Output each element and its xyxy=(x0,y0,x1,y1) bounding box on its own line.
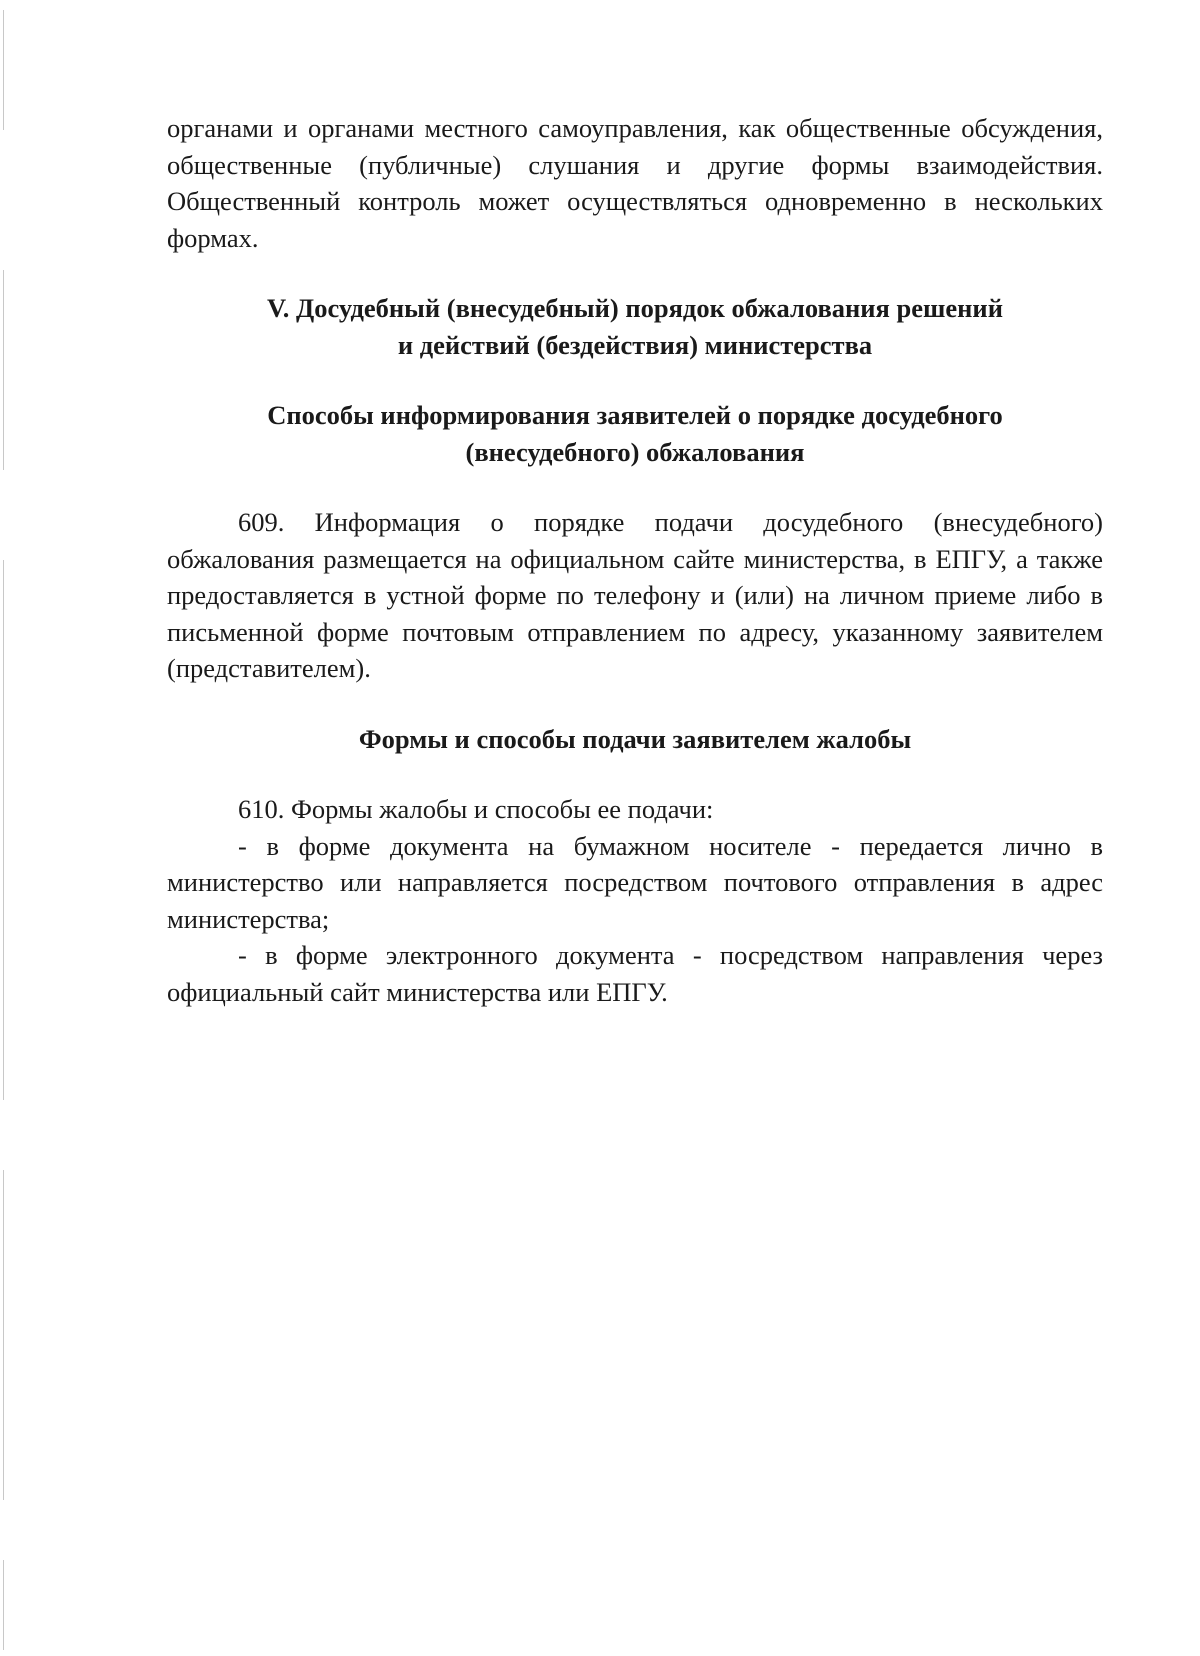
section-heading xyxy=(167,290,1103,363)
scan-edge-mark xyxy=(3,10,4,130)
subheading-informing-line-1: Способы информирования заявителей о порядке досудебного xyxy=(267,400,1003,430)
scan-edge-mark xyxy=(3,1560,4,1650)
list-item-paper-form: - в форме документа на бумажном носителе - передается лично в министерство или направляется посредством почтового отправления в адрес министерства; xyxy=(167,830,1103,934)
opening-paragraph: органами и органами местного самоуправления, как общественные обсуждения, общественные (публичные) слушания и другие формы взаимодействия. Общественный контроль может осуществляться одновременно в нескольких формах. xyxy=(167,113,1103,253)
paragraph-610: 610. Формы жалобы и способы ее подачи: xyxy=(238,794,714,824)
scan-edge-mark xyxy=(3,1170,4,1500)
list-item-electronic-form: - в форме электронного документа - посредством направления через официальный сайт министерства или ЕПГУ. xyxy=(167,940,1103,1007)
section-heading-line-2: и действий (бездействия) министерства xyxy=(397,329,873,360)
subheading-complaint-forms: Формы и способы подачи заявителем жалобы xyxy=(358,723,912,754)
scan-edge-mark xyxy=(3,560,4,1100)
section-heading-line-1: V. Досудебный (внесудебный) порядок обжалования решений xyxy=(267,293,1003,323)
document-body xyxy=(167,110,1103,1010)
scan-edge-mark xyxy=(3,270,4,470)
subheading-informing xyxy=(167,397,1103,470)
paragraph-609: 609. Информация о порядке подачи досудебного (внесудебного) обжалования размещается на официальном сайте министерства, в ЕПГУ, а также предоставляется в устной форме по телефону и (или) на личном приеме либо в письменной форме почтовым отправлением по адресу, указанному заявителем (представителем). xyxy=(167,507,1103,683)
subheading-informing-line-2: (внесудебного) обжалования xyxy=(465,436,805,467)
